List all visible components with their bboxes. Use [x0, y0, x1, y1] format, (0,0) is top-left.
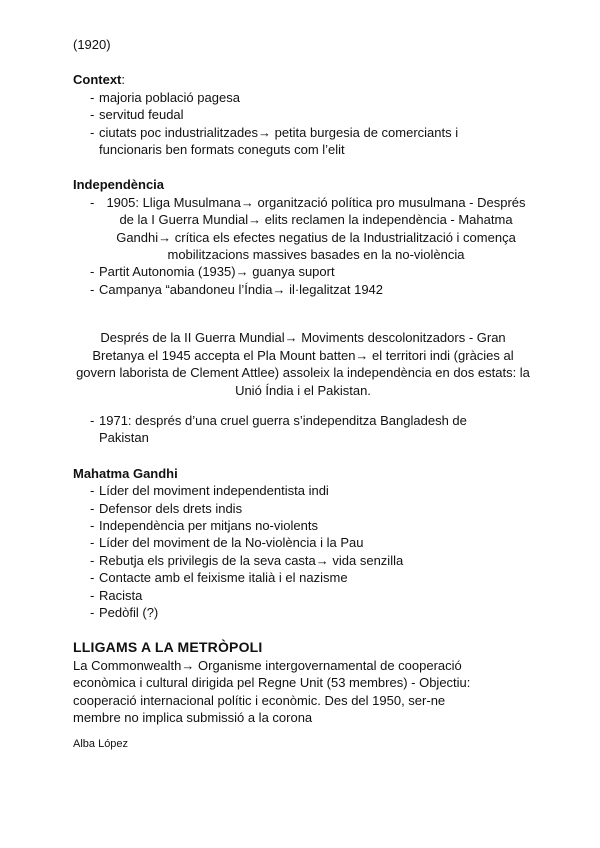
context-item: - majoria població pagesa	[90, 89, 533, 106]
independence-item: - Campanya “abandoneu l’Índia→ il·legalitzat 1942	[90, 281, 533, 298]
gandhi-item: - Rebutja els privilegis de la seva casta→ vida senzilla	[90, 552, 533, 569]
gandhi-item: - Contacte amb el feixisme italià i el nazisme	[90, 569, 533, 586]
gandhi-item: - Pedòfil (?)	[90, 604, 533, 621]
independence-list-2	[73, 412, 533, 447]
gandhi-item: - Líder del moviment independentista indi	[90, 482, 533, 499]
spacer	[73, 621, 533, 639]
context-heading: Context	[73, 72, 122, 88]
commonwealth-paragraph: La Commonwealth→ Organisme intergovernamental de cooperació econòmica i cultural dirigida pel Regne Unit (53 membres) - Objectiu: cooperació internacional polític i econòmic. Des del 1950, ser-ne membre no implica submissió a la corona	[73, 657, 471, 725]
spacer	[73, 447, 533, 465]
context-heading-line	[73, 71, 533, 88]
gandhi-heading: Mahatma Gandhi	[73, 465, 178, 481]
spacer	[73, 158, 533, 176]
year-line: (1920)	[73, 37, 111, 52]
independence-list	[73, 194, 533, 298]
gandhi-item: - Líder del moviment de la No-violència i la Pau	[90, 534, 533, 551]
gandhi-item: - Racista	[90, 587, 533, 604]
independence-item: - 1971: després d’una cruel guerra s’independitza Bangladesh de Pakistan	[90, 412, 533, 447]
context-item: - servitud feudal	[90, 106, 533, 123]
independence-item: - 1905: Lliga Musulmana→ organització política pro musulmana - Després de la I Guerra Mundial→ elits reclamen la independència - Mahatma Gandhi→ crítica els efectes negatius de la Industrialització i comença mobilitzacions massives basades en la no-violència	[90, 194, 533, 264]
author-name: Alba López	[73, 738, 129, 751]
spacer	[73, 53, 533, 71]
independence-item: - Partit Autonomia (1935)→ guanya suport	[90, 263, 533, 280]
gandhi-list	[73, 482, 533, 621]
context-item: - ciutats poc industrialitzades→ petita burgesia de comerciants i funcionaris ben formats coneguts com l’elit	[90, 124, 533, 159]
spacer	[73, 298, 533, 316]
context-heading-colon: :	[121, 72, 126, 88]
independence-heading: Independència	[73, 177, 165, 193]
gandhi-item: - Defensor dels drets indis	[90, 500, 533, 517]
context-list	[73, 89, 533, 159]
document-page	[73, 36, 533, 762]
post-war-paragraph: Després de la II Guerra Mundial→ Moviments descolonitzadors - Gran Bretanya el 1945 accepta el Pla Mount batten→ el territori indi (gràcies al govern laborista de Clement Attlee) assoleix la independència en dos estats: la Unió Índia i el Pakistan.	[76, 330, 530, 398]
gandhi-item: - Independència per mitjans no-violents	[90, 517, 533, 534]
metropoli-heading: LLIGAMS A LA METRÒPOLI	[73, 639, 263, 656]
